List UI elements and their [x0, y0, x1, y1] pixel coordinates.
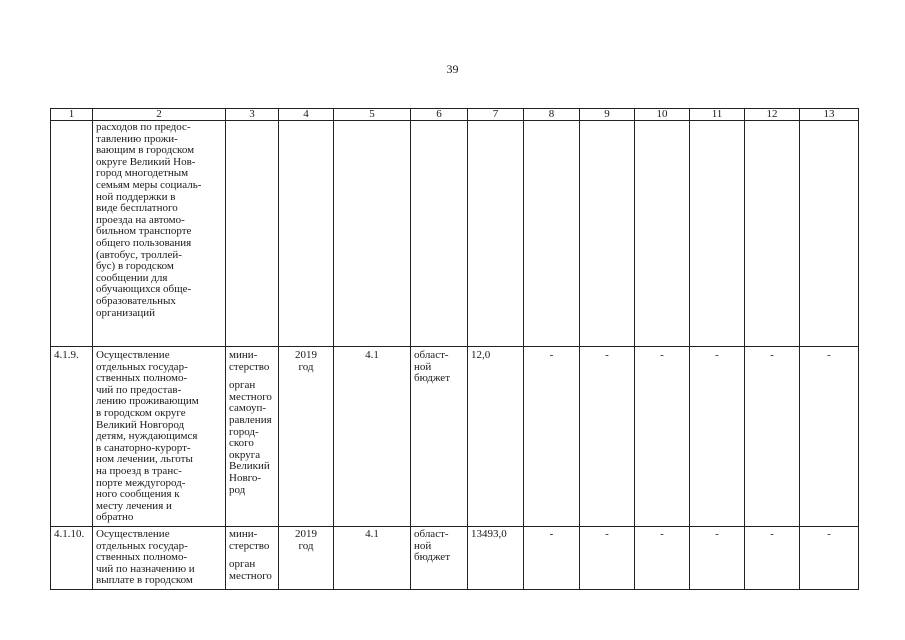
column-header: 1	[51, 109, 93, 121]
year-cell: -	[635, 527, 690, 590]
year-cell: -	[745, 347, 800, 527]
funding-source-cell	[411, 121, 468, 347]
year-cell	[745, 121, 800, 347]
year-cell	[690, 121, 745, 347]
activity-description-cell: расходов по предос- тавлению прожи- вающим в городском округе Великий Нов- город многодетным семьям меры социаль- ной поддержки в виде бесплатного проезда на автомо- бильном транспорте общего пользования (автобус, троллей- бус) в городском сообщении для обучающихся обще- образовательных организаций	[93, 121, 226, 347]
year-cell	[580, 121, 635, 347]
column-header: 2	[93, 109, 226, 121]
executor-primary: мини- стерство	[229, 528, 270, 552]
page-number: 39	[446, 62, 459, 76]
year-cell: -	[800, 347, 859, 527]
year-cell: -	[690, 347, 745, 527]
amount-cell: 13493,0	[468, 527, 524, 590]
target-indicator-cell: 4.1	[334, 527, 411, 590]
year-cell: -	[635, 347, 690, 527]
column-header: 3	[226, 109, 279, 121]
year-cell: -	[580, 527, 635, 590]
funding-source-cell: област- ной бюджет	[411, 527, 468, 590]
year-cell	[635, 121, 690, 347]
activity-description-cell: Осуществление отдельных государ- ственных полномо- чий по назначению и выплате в городском	[93, 527, 226, 590]
table-row	[51, 347, 859, 527]
table-row	[51, 121, 859, 347]
year-cell: -	[524, 347, 580, 527]
executor-co: орган местного	[229, 558, 272, 582]
term-cell: 2019 год	[279, 347, 334, 527]
column-header: 5	[334, 109, 411, 121]
executor-cell	[226, 347, 279, 527]
column-header: 13	[800, 109, 859, 121]
column-number-row	[51, 109, 859, 121]
item-number-cell: 4.1.10.	[51, 527, 93, 590]
funding-source-cell: област- ной бюджет	[411, 347, 468, 527]
year-cell	[524, 121, 580, 347]
target-indicator-cell: 4.1	[334, 347, 411, 527]
year-cell: -	[580, 347, 635, 527]
executor-primary: мини- стерство	[229, 349, 270, 373]
table-row	[51, 527, 859, 590]
year-cell	[800, 121, 859, 347]
column-header: 7	[468, 109, 524, 121]
year-cell: -	[690, 527, 745, 590]
column-header: 9	[580, 109, 635, 121]
executor-cell	[226, 527, 279, 590]
executor-co: орган местного самоуп- равления город- ского округа Великий Новго- род	[229, 379, 272, 496]
item-number-cell	[51, 121, 93, 347]
year-cell: -	[800, 527, 859, 590]
term-cell	[279, 121, 334, 347]
item-number-cell: 4.1.9.	[51, 347, 93, 527]
column-header: 12	[745, 109, 800, 121]
term-cell: 2019 год	[279, 527, 334, 590]
program-activities-table	[50, 108, 859, 590]
column-header: 6	[411, 109, 468, 121]
executor-cell	[226, 121, 279, 347]
year-cell: -	[524, 527, 580, 590]
column-header: 8	[524, 109, 580, 121]
column-header: 11	[690, 109, 745, 121]
activity-description-cell: Осуществление отдельных государ- ственных полномо- чий по предостав- лению проживающим в городском округе Великий Новгород детям, нуждающимся в санаторно-курорт- ном лечении, льготы на проезд в транс- порте междугород- ного сообщения к месту лечения и обратно	[93, 347, 226, 527]
year-cell: -	[745, 527, 800, 590]
column-header: 4	[279, 109, 334, 121]
amount-cell	[468, 121, 524, 347]
column-header: 10	[635, 109, 690, 121]
amount-cell: 12,0	[468, 347, 524, 527]
target-indicator-cell	[334, 121, 411, 347]
